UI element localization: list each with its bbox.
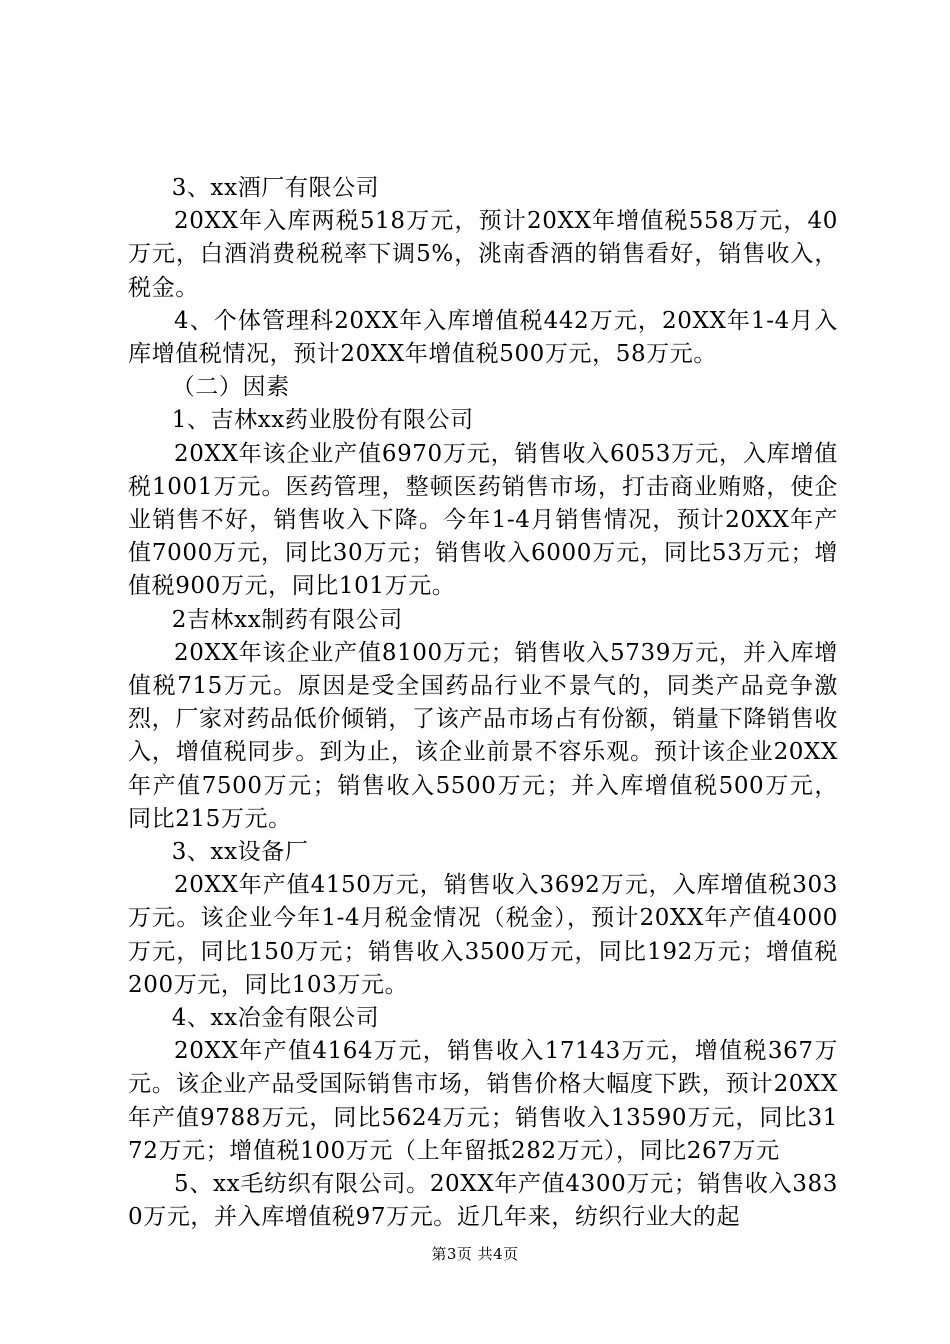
- section-heading: （二）因素: [171, 374, 290, 401]
- document-body: [128, 172, 838, 1235]
- body-paragraph: 20XX年该企业产值6970万元，销售收入6053万元，入库增值税1001万元。医药管理，整顿医药销售市场，打击商业贿赂，使企业销售不好，销售收入下降。今年1-4月销售情况，预计20XX年产值7000万元，同比30万元；销售收入6000万元，同比53万元；增值税900万元，同比101万元。: [128, 440, 838, 600]
- body-paragraph: 5、xx毛纺织有限公司。20XX年产值4300万元；销售收入3830万元，并入库增值税97万元。近几年来，纺织行业大的起: [128, 1171, 838, 1231]
- body-paragraph: 20XX年该企业产值8100万元；销售收入5739万元，并入库增值税715万元。原因是受全国药品行业不景气的，同类产品竞争激烈，厂家对药品低价倾销，了该产品市场占有份额，销量下降销售收入，增值税同步。到为止，该企业前景不容乐观。预计该企业20XX年产值7500万元；销售收入5500万元；并入库增值税500万元，同比215万元。: [128, 639, 838, 832]
- body-paragraph: 20XX年产值4150万元，销售收入3692万元，入库增值税303万元。该企业今年1-4月税金情况（税金），预计20XX年产值4000万元，同比150万元；销售收入3500万元，同比192万元；增值税200万元，同比103万元。: [128, 872, 838, 998]
- section-heading: 3、xx酒厂有限公司: [171, 175, 380, 201]
- page-number-footer: 第3页 共4页: [431, 1245, 519, 1263]
- section-heading: 1、吉林xx药业股份有限公司: [171, 407, 474, 434]
- body-paragraph: 20XX年产值4164万元，销售收入17143万元，增值税367万元。该企业产品受国际销售市场，销售价格大幅度下跌，预计20XX年产值9788万元，同比5624万元；销售收入13590万元，同比3172万元；增值税100万元（上年留抵282万元），同比267万元: [128, 1038, 838, 1164]
- body-paragraph: 4、个体管理科20XX年入库增值税442万元，20XX年1-4月入库增值税情况，预计20XX年增值税500万元，58万元。: [128, 307, 838, 368]
- section-heading: 3、xx设备厂: [171, 839, 309, 866]
- section-heading: 4、xx冶金有限公司: [171, 1005, 380, 1032]
- section-heading: 2吉林xx制药有限公司: [171, 606, 403, 633]
- body-paragraph: 20XX年入库两税518万元，预计20XX年增值税558万元，40万元，白酒消费税税率下调5%，洮南香酒的销售看好，销售收入，税金。: [128, 208, 838, 301]
